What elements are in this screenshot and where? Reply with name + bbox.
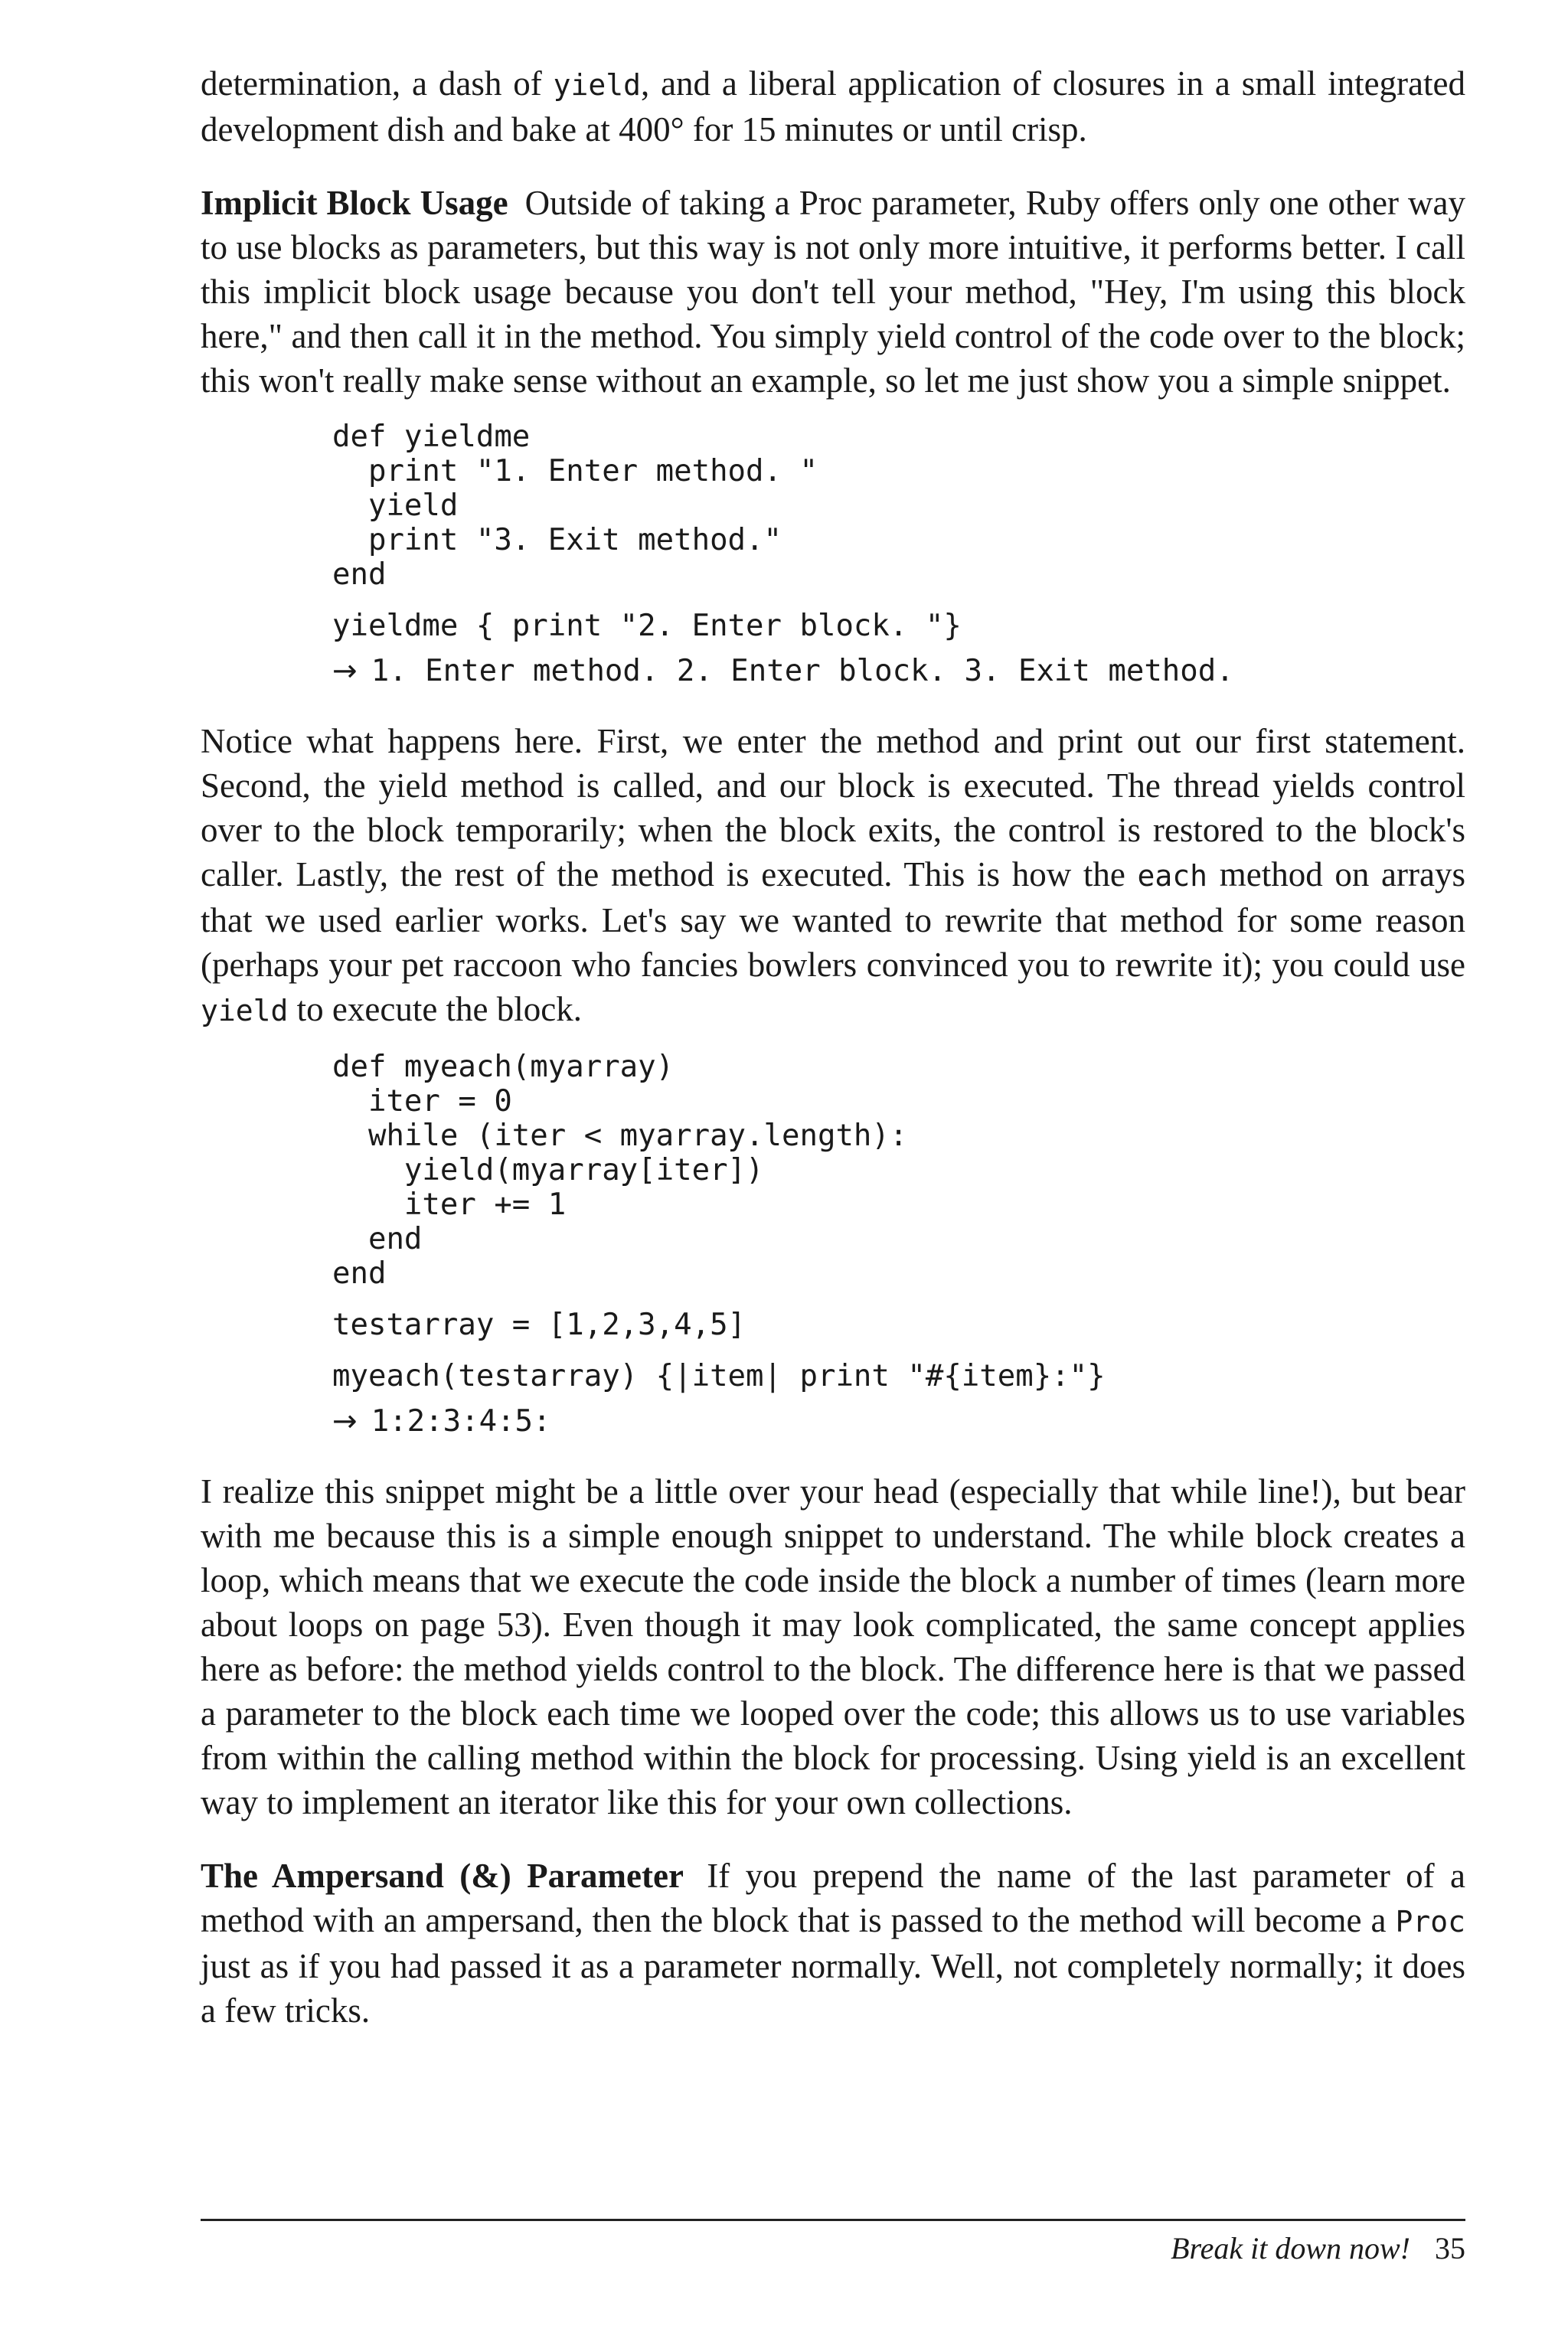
text-segment: method on arrays that we used earlier works. Let's say we wanted to rewrite that method for some reason (perhaps your pet raccoon who fancies bowlers convinced you to rewrite it); you could use <box>201 855 1465 984</box>
code-line: end <box>332 557 387 592</box>
result-arrow-icon: → <box>332 1404 358 1439</box>
page-number: 35 <box>1435 2231 1465 2265</box>
inline-code-proc: Proc <box>1395 1905 1465 1939</box>
text-segment: , and a liberal application of closures in a small integrated development dish and bake at 400° for 15 minutes or until crisp. <box>201 64 1465 149</box>
code-line: yield <box>332 488 459 523</box>
section-heading-ampersand-parameter: The Ampersand (&) Parameter <box>201 1857 684 1895</box>
code-line: iter = 0 <box>332 1084 512 1119</box>
text-segment: just as if you had passed it as a parameter normally. Well, not completely normally; it does a few tricks. <box>201 1947 1465 2030</box>
code-line: iter += 1 <box>332 1187 567 1222</box>
text-segment: to execute the block. <box>288 990 582 1028</box>
code-result <box>332 654 1465 688</box>
code-line: end <box>332 1256 387 1291</box>
text-segment: Outside of taking a Proc parameter, Ruby offers only one other way to use blocks as parameters, but this way is not only more intuitive, it performs better. I call this implicit block usage because you don't tell your method, "Hey, I'm using this block here," and then call it in the method. You simply yield control of the code over to the block; this won't really make sense without an example, so let me just show you a simple snippet. <box>201 184 1465 400</box>
footer-divider <box>201 2219 1465 2221</box>
text-segment: determination, a dash of <box>201 64 554 103</box>
code-line-assign: testarray = [1,2,3,4,5] <box>332 1308 746 1342</box>
section-heading-implicit-block-usage: Implicit Block Usage <box>201 184 508 222</box>
code-line: yield(myarray[iter]) <box>332 1153 764 1187</box>
text-segment: I realize this snippet might be a little over your head (especially that while line!), but bear with me because this is a simple enough snippet to understand. The while block creates a loop, which means that we execute the code inside the block a number of times (learn more about loops on page 53). Even though it may look complicated, the same concept applies here as before: the method yields control to the block. The difference here is that we passed a parameter to the block each time we looped over the code; this allows us to use variables from within the calling method within the block for processing. Using yield is an excellent way to implement an iterator like this for your own collections. <box>201 1472 1465 1821</box>
code-result <box>332 1404 1465 1439</box>
code-line-call: myeach(testarray) {|item| print "#{item}:"} <box>332 1359 1106 1393</box>
text-segment: If you prepend the name of the last parameter of a method with an ampersand, then the block that is passed to the method will become a <box>201 1857 1465 1939</box>
code-block-myeach <box>332 1050 1465 1439</box>
inline-code-yield: yield <box>553 68 641 102</box>
inline-code-each: each <box>1137 859 1208 893</box>
code-line-call: yieldme { print "2. Enter block. "} <box>332 609 962 643</box>
code-block-yieldme <box>332 420 1465 688</box>
text-segment: Notice what happens here. First, we enter the method and print out our first statement. Second, the yield method is called, and our block is executed. The thread yields control over to the block temporarily; when the block exits, the control is restored to the block's caller. Lastly, the rest of the method is executed. This is how the <box>201 722 1465 893</box>
code-line: while (iter < myarray.length): <box>332 1119 908 1153</box>
inline-code-yield: yield <box>201 994 289 1027</box>
code-line: def yieldme <box>332 420 531 454</box>
code-line: def myeach(myarray) <box>332 1050 675 1084</box>
page-footer <box>1171 2230 1465 2268</box>
result-output: 1. Enter method. 2. Enter block. 3. Exit method. <box>371 654 1234 688</box>
paragraph-realize-snippet <box>201 1469 1465 1824</box>
code-line: print "1. Enter method. " <box>332 454 818 488</box>
result-output: 1:2:3:4:5: <box>371 1404 551 1439</box>
paragraph-notice <box>201 719 1465 1033</box>
code-line: end <box>332 1222 423 1256</box>
paragraph-ampersand-parameter <box>201 1854 1465 2033</box>
paragraph-implicit-block-usage <box>201 181 1465 403</box>
running-title: Break it down now! <box>1171 2231 1410 2265</box>
page-body <box>201 61 1465 2033</box>
code-line: print "3. Exit method." <box>332 523 782 557</box>
paragraph-closures-intro <box>201 61 1465 152</box>
result-arrow-icon: → <box>332 654 358 688</box>
